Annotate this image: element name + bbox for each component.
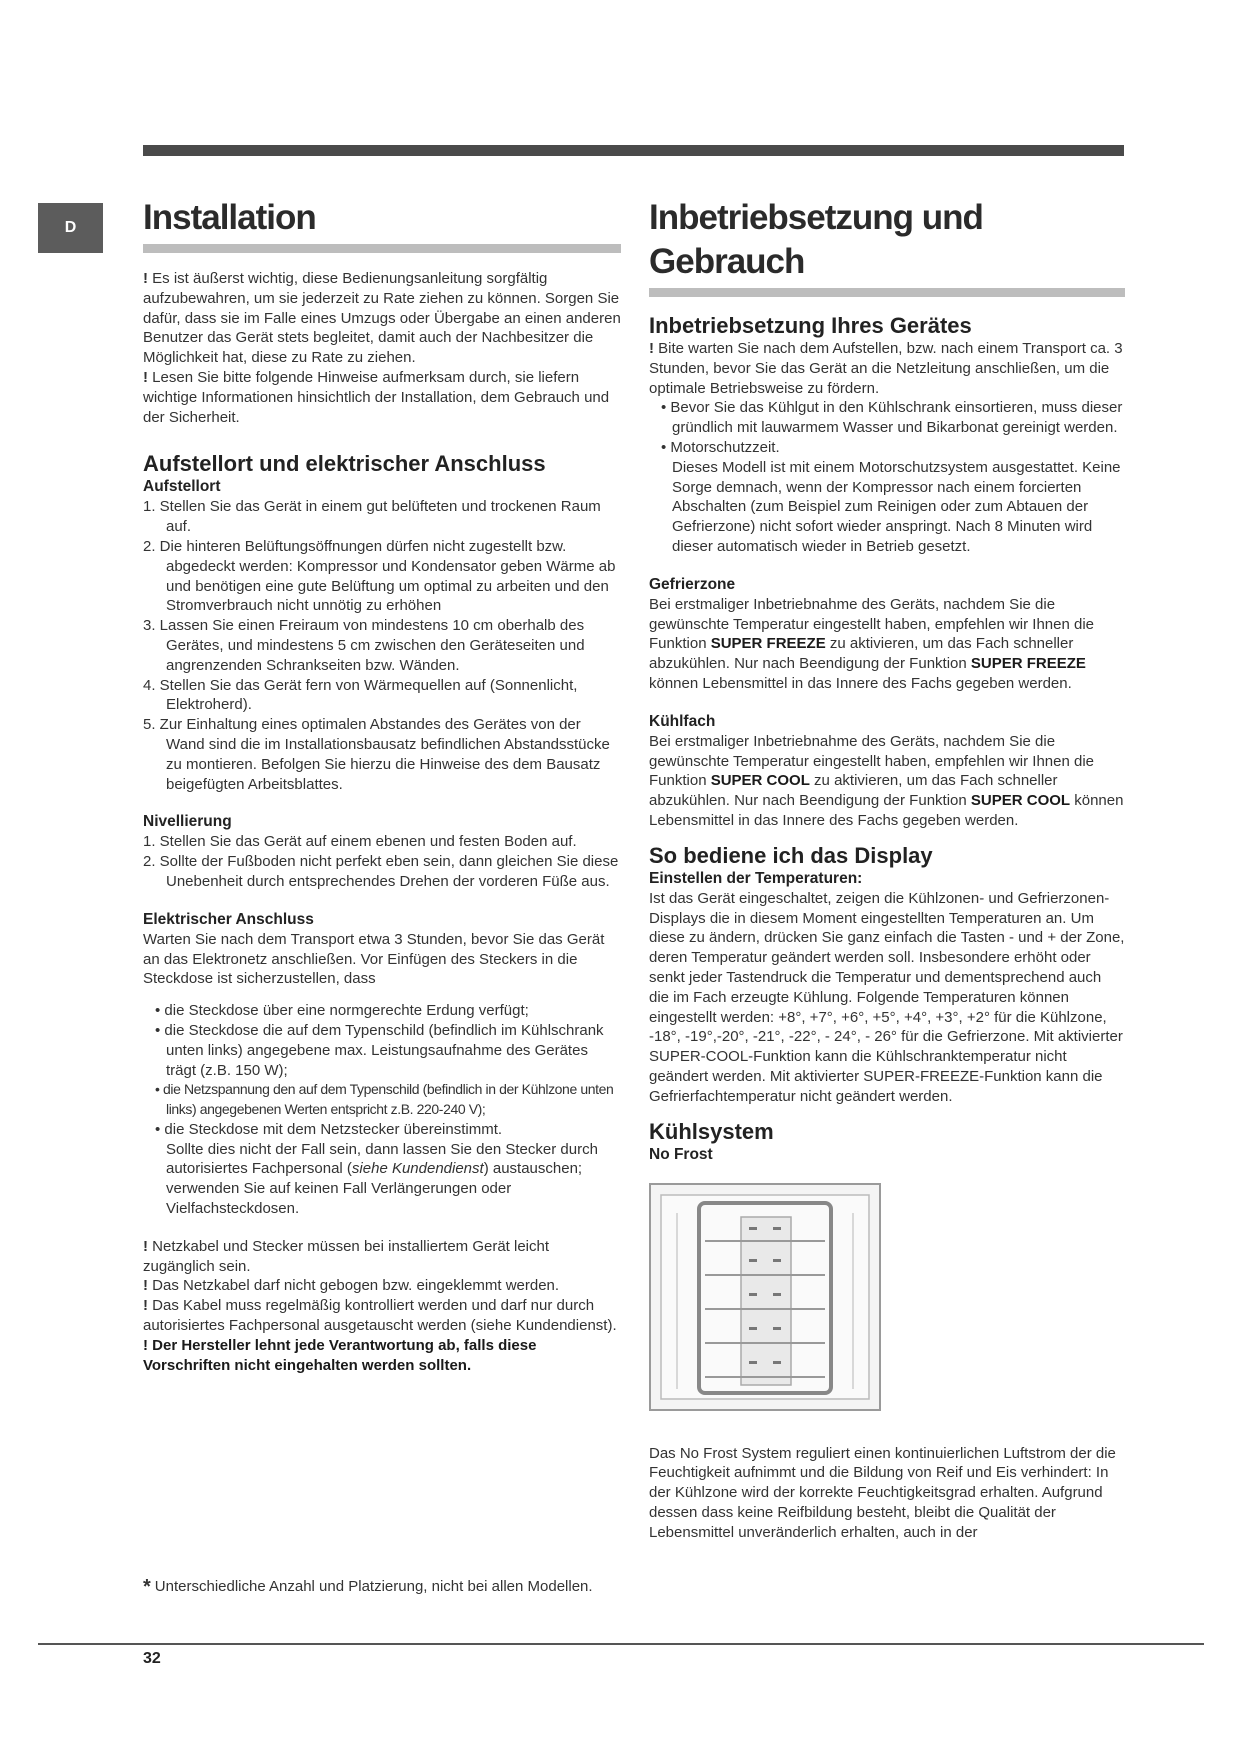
top-bar <box>143 145 1124 156</box>
installation-title: Installation <box>143 198 316 237</box>
gefrierzone-paragraph: Bei erstmaliger Inbetriebnahme des Geräts, nachdem Sie die gewünschte Temperatur eingestellt haben, empfehlen wir Ihnen die Funktion SUPER FREEZE zu aktivieren, um das Fach schneller abzukühlen. Nur nach Beendigung der Funktion SUPER FREEZE können Lebensmittel in das Innere des Fachs gegeben werden. <box>649 595 1095 692</box>
footnote: * Unterschiedliche Anzahl und Platzierung, nicht bei allen Modellen. <box>143 1576 593 1598</box>
title-rule <box>143 244 621 253</box>
list-item: 5. Zur Einhaltung eines optimalen Abstandes des Gerätes von der Wand sind die im Installationsbausatz befindlichen Abstandsstücke zu montieren. Befolgen Sie hierzu die Hinweise des dem Bausatz beigefügten Arbeitsblattes. <box>143 716 610 793</box>
section-aufstellort-anschluss: Aufstellort und elektrischer Anschluss <box>143 451 546 477</box>
page-number: 32 <box>143 1650 161 1667</box>
no-frost-diagram <box>649 1183 881 1411</box>
bottom-rule <box>38 1643 1204 1645</box>
bullet-item: • die Steckdose über eine normgerechte Erdung verfügt; <box>155 1002 529 1020</box>
bullet-item: • Bevor Sie das Kühlgut in den Kühlschrank einsortieren, muss dieser gründlich mit lauwarmem Wasser und Bikarbonat gereinigt werden. <box>661 399 1123 437</box>
warning-4: ! Der Hersteller lehnt jede Verantwortung ab, falls diese Vorschriften nicht eingehalten werden sollten. <box>143 1336 537 1374</box>
no-frost-paragraph: Das No Frost System reguliert einen kontinuierlichen Luftstrom der die Feuchtigkeit aufnimmt und die Bildung von Reif und Eis verhindert: In der Kühlzone wird der korrekte Feuchtigkeitsgrad erhalten. Aufgrund dessen dass keine Reifbildung besteht, bleibt die Qualität der Lebensmittel unveränderlich erhalten, auch in der <box>649 1444 1116 1541</box>
section-inbetriebsetzung: Inbetriebsetzung Ihres Gerätes <box>649 313 972 338</box>
temperatur-paragraph: Ist das Gerät eingeschaltet, zeigen die Kühlzonen- und Gefrierzonen-Displays die in diesem Moment eingestellten Temperaturen an. Um diese zu ändern, drücken Sie ganz einfach die Tasten - und + der Zone, deren Temperatur geändert werden soll. Insbesondere erhöht oder senkt jeder Tastendruck die Temperatur und dementsprechend auch die im Fach erzeugte Kühlung. Folgende Temperaturen können eingestellt werden: +8°, +7°, +6°, +5°, +4°, +3°, +2° für die Kühlzone, -18°, -19°,-20°, -21°, -22°, - 24°, - 26° für die Gefrierzone. Mit aktivierter SUPER-COOL-Funktion kann die Kühlschranktemperatur nicht geändert werden. Mit aktivierter SUPER-FREEZE-Funktion kann die Gefrierfachtemperatur nicht geändert werden. <box>649 889 1125 1105</box>
sub-no-frost: No Frost <box>649 1145 713 1163</box>
elektrisch-note: Sollte dies nicht der Fall sein, dann lassen Sie den Stecker durch autorisiertes Fachpersonal (siehe Kundendienst) austauschen; verwenden Sie auf keinen Fall Verlängerungen oder Vielfachsteckdosen. <box>166 1140 598 1218</box>
list-item: 1. Stellen Sie das Gerät auf einem ebenen und festen Boden auf. <box>143 833 577 851</box>
section-display: So bediene ich das Display <box>649 842 933 868</box>
list-item: 4. Stellen Sie das Gerät fern von Wärmequellen auf (Sonnenlicht, Elektroherd). <box>143 676 578 714</box>
sub-elektrischer-anschluss: Elektrischer Anschluss <box>143 910 314 928</box>
list-item: 1. Stellen Sie das Gerät in einem gut belüfteten und trockenen Raum auf. <box>143 498 601 536</box>
list-item: 2. Die hinteren Belüftungsöffnungen dürfen nicht zugestellt bzw. abgedeckt werden: Kompressor und Kondensator geben Wärme ab und benötigen eine gute Belüftung um optimal zu arbeiten und den Stromverbrauch nicht unnötig zu erhöhen <box>143 537 616 615</box>
warning-3: ! Das Kabel muss regelmäßig kontrolliert werden und darf nur durch autorisiertes Fachpersonal ausgetauscht werden (siehe Kundendienst). <box>143 1297 617 1335</box>
bullet-item: • die Netzspannung den auf dem Typenschild (befindlich in der Kühlzone unten links) angegebenen Werten entspricht z.B. 220-240 V); <box>155 1081 614 1118</box>
bullet-item: • die Steckdose die auf dem Typenschild (befindlich im Kühlschrank unten links) angegebene max. Leistungsaufnahme des Gerätes trägt (z.B. 150 W); <box>155 1021 604 1079</box>
list-item: 2. Sollte der Fußboden nicht perfekt eben sein, dann gleichen Sie diese Unebenheit durch entsprechendes Drehen der vorderen Füße aus. <box>143 853 619 890</box>
inbetriebsetzung-title: Inbetriebsetzung und Gebrauch <box>649 198 983 281</box>
section-kuehlsystem: Kühlsystem <box>649 1118 774 1144</box>
warning-1: ! Netzkabel und Stecker müssen bei installiertem Gerät leicht zugänglich sein. <box>143 1237 550 1275</box>
warning-2: ! Das Netzkabel darf nicht gebogen bzw. eingeklemmt werden. <box>143 1277 560 1295</box>
bullet-item: • die Steckdose mit dem Netzstecker übereinstimmt. <box>155 1120 503 1138</box>
sub-gefrierzone: Gefrierzone <box>649 575 736 593</box>
left-column <box>143 196 621 1375</box>
sub-kuehlfach: Kühlfach <box>649 712 716 730</box>
language-tab: D <box>38 203 103 253</box>
sub-aufstellort: Aufstellort <box>143 478 221 496</box>
kuehlfach-paragraph: Bei erstmaliger Inbetriebnahme des Geräts, nachdem Sie die gewünschte Temperatur eingestellt haben, empfehlen wir Ihnen die Funktion SUPER COOL zu aktivieren, um das Fach schneller abzukühlen. Nur nach Beendigung der Funktion SUPER COOL können Lebensmittel in das Innere des Fachs gegeben werden. <box>649 732 1124 829</box>
sub-nivellierung: Nivellierung <box>143 813 232 831</box>
title-rule <box>649 288 1125 297</box>
right-column <box>649 196 1125 1542</box>
motorschutz-paragraph: Dieses Modell ist mit einem Motorschutzsystem ausgestattet. Keine Sorge demnach, wenn der Kompressor nach einem forcierten Abschalten (zum Beispiel zum Reinigen oder zum Abtauen der Gefrierzone) nicht sofort wieder anspringt. Nach 8 Minuten wird dieser automatisch wieder in Betrieb gesetzt. <box>672 458 1121 555</box>
list-item: 3. Lassen Sie einen Freiraum von mindestens 10 cm oberhalb des Gerätes, und mindestens 5 cm zwischen den Geräteseiten und angrenzenden Schrankseiten bzw. Wänden. <box>143 617 585 674</box>
sub-einstellen-temperaturen: Einstellen der Temperaturen: <box>649 869 863 887</box>
intro-paragraph-1: ! Es ist äußerst wichtig, diese Bedienungsanleitung sorgfältig aufzubewahren, um sie jederzeit zu Rate ziehen zu können. Sorgen Sie dafür, dass sie im Falle eines Umzugs oder Übergabe an einen anderen Benutzer das Gerät stets begleitet, damit auch der Nachbesitzer die Möglichkeit hat, diese zu Rate zu ziehen. <box>143 270 621 367</box>
intro-paragraph-2: ! Lesen Sie bitte folgende Hinweise aufmerksam durch, sie liefern wichtige Informationen hinsichtlich der Installation, dem Gebrauch und der Sicherheit. <box>143 368 610 426</box>
bullet-item: • Motorschutzzeit. <box>661 438 780 456</box>
inbetriebsetzung-paragraph: ! Bite warten Sie nach dem Aufstellen, bzw. nach einem Transport ca. 3 Stunden, bevor Sie das Gerät an die Netzleitung anschließen, um die optimale Betriebsweise zu fördern. <box>649 340 1123 397</box>
elektrisch-paragraph: Warten Sie nach dem Transport etwa 3 Stunden, bevor Sie das Gerät an das Elektronetz anschließen. Vor Einfügen des Steckers in die Steckdose ist sicherzustellen, dass <box>143 930 605 988</box>
